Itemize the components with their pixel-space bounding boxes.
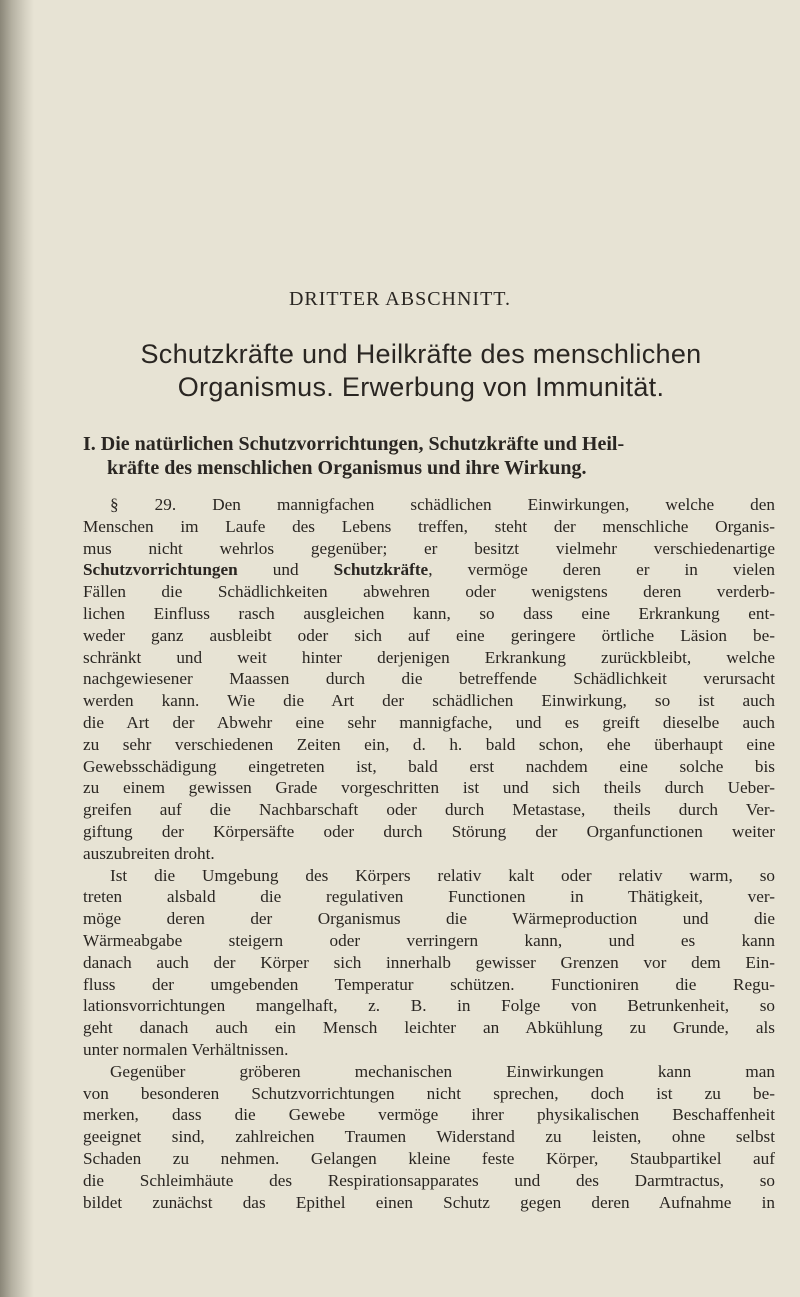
- text-line: zu einem gewissen Grade vorgeschritten ist und sich theils durch Ueber-: [83, 778, 775, 798]
- text-line: nachgewiesener Maassen durch die betreffende Schädlichkeit verursacht: [83, 669, 775, 689]
- text-line: merken, dass die Gewebe vermöge ihrer physikalischen Beschaffenheit: [83, 1105, 775, 1125]
- text-line: schränkt und weit hinter derjenigen Erkrankung zurückbleibt, welche: [83, 647, 775, 667]
- text-line: Gegenüber gröberen mechanischen Einwirkungen kann man: [110, 1061, 775, 1081]
- text-line: werden kann. Wie die Art der schädlichen Einwirkung, so ist auch: [83, 691, 775, 711]
- text-line: möge deren der Organismus die Wärmeproduction und die: [83, 909, 775, 929]
- text-line: Fällen die Schädlichkeiten abwehren oder wenigstens deren verderb-: [83, 582, 775, 602]
- text-line: Wärmeabgabe steigern oder verringern kann, und es kann: [83, 930, 775, 950]
- text-line: Schutzvorrichtungen und Schutzkräfte, vermöge deren er in vielen: [83, 560, 775, 580]
- text-line: weder ganz ausbleibt oder sich auf eine geringere örtliche Läsion be-: [83, 625, 775, 645]
- page-edge-shadow: [0, 0, 34, 1297]
- section-heading-line: kräfte des menschlichen Organismus und ihre Wirkung.: [107, 457, 587, 479]
- text-line: treten alsbald die regulativen Functionen in Thätigkeit, ver-: [83, 887, 775, 907]
- chapter-title-line: Schutzkräfte und Heilkräfte des menschlichen: [140, 339, 702, 369]
- text-line: § 29. Den mannigfachen schädlichen Einwirkungen, welche den: [110, 495, 775, 514]
- section-heading: [83, 432, 773, 480]
- text-line: auszubreiten droht.: [83, 843, 215, 863]
- text-line: die Art der Abwehr eine sehr mannigfache, und es greift dieselbe auch: [83, 712, 775, 732]
- section-heading-line: I. Die natürlichen Schutzvorrichtungen, Schutzkräfte und Heil-: [83, 433, 625, 455]
- chapter-title-line: Organismus. Erwerbung von Immunität.: [177, 372, 665, 402]
- text-line: mus nicht wehrlos gegenüber; er besitzt vielmehr verschiedenartige: [83, 538, 775, 558]
- text-line: von besonderen Schutzvorrichtungen nicht sprechen, doch ist zu be-: [83, 1083, 775, 1103]
- text-line: danach auch der Körper sich innerhalb gewisser Grenzen vor dem Ein-: [83, 952, 775, 972]
- text-line: Schaden zu nehmen. Gelangen kleine feste Körper, Staubpartikel auf: [83, 1148, 775, 1168]
- text-line: lichen Einfluss rasch ausgleichen kann, so dass eine Erkrankung ent-: [83, 603, 775, 623]
- text-line: geht danach auch ein Mensch leichter an Abkühlung zu Grunde, als: [83, 1018, 775, 1038]
- section-label: DRITTER ABSCHNITT.: [288, 288, 512, 310]
- text-line: geeignet sind, zahlreichen Traumen Widerstand zu leisten, ohne selbst: [83, 1127, 775, 1147]
- text-line: die Schleimhäute des Respirationsapparates und des Darmtractus, so: [83, 1170, 775, 1190]
- body-text: [83, 494, 775, 1213]
- chapter-title: [68, 338, 774, 404]
- text-line: Menschen im Laufe des Lebens treffen, steht der menschliche Organis-: [83, 516, 775, 536]
- text-line: unter normalen Verhältnissen.: [83, 1039, 289, 1059]
- text-line: Ist die Umgebung des Körpers relativ kalt oder relativ warm, so: [110, 865, 775, 885]
- text-line: lationsvorrichtungen mangelhaft, z. B. in Folge von Betrunkenheit, so: [83, 996, 775, 1016]
- text-line: Gewebsschädigung eingetreten ist, bald erst nachdem eine solche bis: [83, 756, 775, 776]
- text-line: giftung der Körpersäfte oder durch Störung der Organfunctionen weiter: [83, 821, 775, 841]
- text-line: greifen auf die Nachbarschaft oder durch Metastase, theils durch Ver-: [83, 800, 775, 820]
- text-line: bildet zunächst das Epithel einen Schutz gegen deren Aufnahme in: [83, 1192, 775, 1212]
- text-line: zu sehr verschiedenen Zeiten ein, d. h. bald schon, ehe überhaupt eine: [83, 734, 775, 754]
- text-line: fluss der umgebenden Temperatur schützen. Functioniren die Regu-: [83, 974, 775, 994]
